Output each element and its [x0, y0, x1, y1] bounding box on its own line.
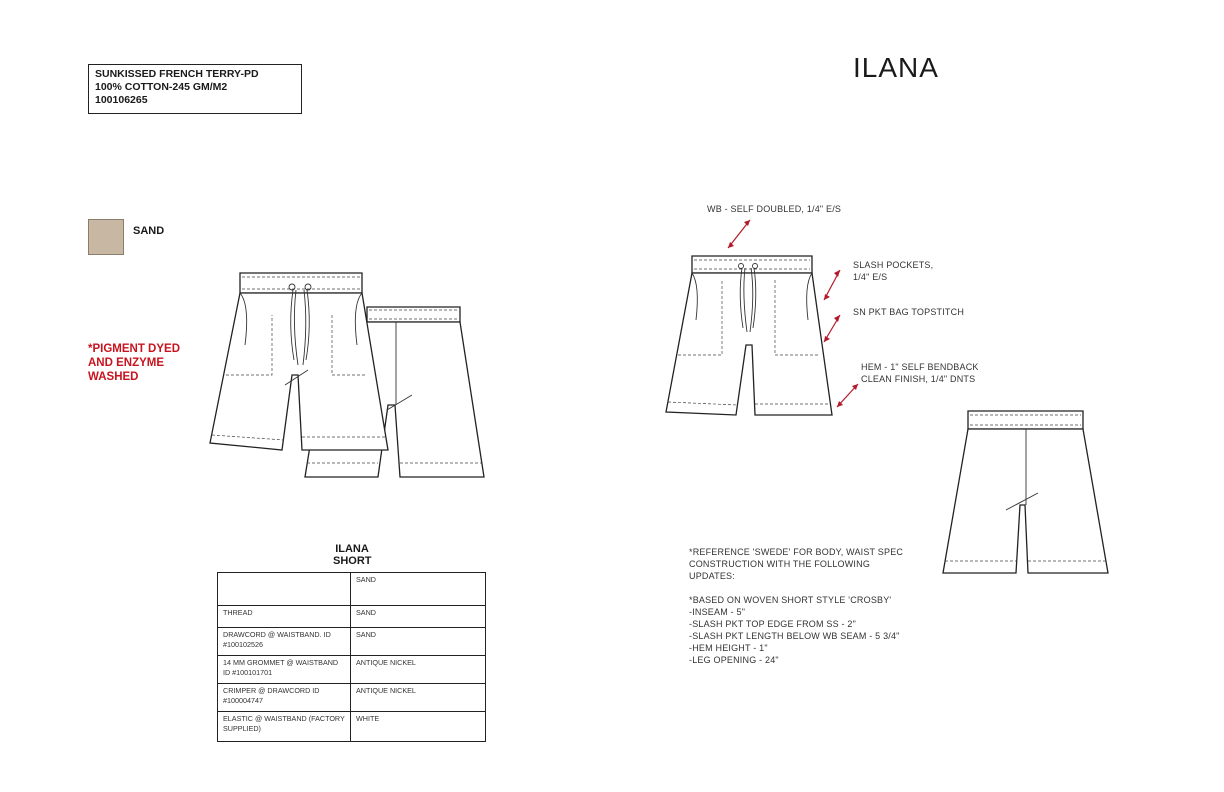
- bom-value: SAND: [351, 628, 486, 656]
- callout-line: SLASH POCKETS,: [853, 260, 934, 270]
- callout-waistband: WB - SELF DOUBLED, 1/4" E/S: [707, 204, 842, 214]
- bom-title: [333, 543, 371, 567]
- table-row: [218, 684, 486, 712]
- callout-line: HEM - 1" SELF BENDBACK: [861, 362, 979, 372]
- callout-arrows: [720, 210, 870, 415]
- bom-value: ANTIQUE NICKEL: [351, 656, 486, 684]
- table-row: [218, 628, 486, 656]
- bom-value: SAND: [351, 606, 486, 628]
- bom-item: CRIMPER @ DRAWCORD ID #100004747: [218, 684, 351, 712]
- front-view-sketch: [210, 273, 388, 450]
- arrow-icon: [824, 315, 840, 342]
- table-row: [218, 712, 486, 742]
- fabric-content: 100% COTTON-245 GM/M2: [95, 81, 228, 93]
- bom-item: DRAWCORD @ WAISTBAND. ID #100102526: [218, 628, 351, 656]
- callout-slash-pockets: [853, 259, 933, 283]
- note-line: *REFERENCE 'SWEDE' FOR BODY, WAIST SPEC: [689, 547, 904, 557]
- callout-line: CLEAN FINISH, 1/4" DNTS: [861, 374, 976, 384]
- note-line: [689, 582, 903, 594]
- bom-item: ELASTIC @ WAISTBAND (FACTORY SUPPLIED): [218, 712, 351, 742]
- note-line: UPDATES:: [689, 571, 735, 581]
- note-line: -SLASH PKT LENGTH BELOW WB SEAM - 5 3/4": [689, 631, 900, 641]
- arrow-icon: [824, 270, 840, 300]
- bom-title-style: ILANA: [335, 543, 369, 555]
- left-shorts-sketch: [200, 265, 495, 490]
- fabric-info-box: [88, 64, 302, 114]
- wash-note-line: WASHED: [88, 371, 139, 383]
- bom-title-type: SHORT: [333, 555, 372, 567]
- bom-item: 14 MM GROMMET @ WAISTBAND ID #100101701: [218, 656, 351, 684]
- note-line: -INSEAM - 5": [689, 607, 746, 617]
- note-line: CONSTRUCTION WITH THE FOLLOWING: [689, 559, 871, 569]
- bom-value: WHITE: [351, 712, 486, 742]
- swatch-label: SAND: [133, 225, 165, 237]
- arrow-icon: [728, 220, 750, 248]
- bom-table: [217, 572, 486, 742]
- wash-note-line: AND ENZYME: [88, 357, 165, 369]
- callout-pocket-bag: SN PKT BAG TOPSTITCH: [853, 307, 965, 317]
- arrow-icon: [837, 384, 858, 407]
- note-line: -HEM HEIGHT - 1": [689, 643, 768, 653]
- construction-notes: [689, 546, 903, 666]
- fabric-id: 100106265: [95, 94, 148, 106]
- note-line: -LEG OPENING - 24": [689, 655, 779, 665]
- bom-header-blank: [218, 573, 351, 606]
- callout-hem: [861, 361, 979, 385]
- table-row: [218, 656, 486, 684]
- table-row: [218, 606, 486, 628]
- wash-note-line: *PIGMENT DYED: [88, 343, 181, 355]
- fabric-name: SUNKISSED FRENCH TERRY-PD: [95, 68, 259, 80]
- note-line: *BASED ON WOVEN SHORT STYLE 'CROSBY': [689, 595, 892, 605]
- bom-header-colorway: SAND: [351, 573, 486, 606]
- bom-value: ANTIQUE NICKEL: [351, 684, 486, 712]
- note-line: -SLASH PKT TOP EDGE FROM SS - 2": [689, 619, 856, 629]
- wash-note: [88, 342, 180, 384]
- bom-item: THREAD: [218, 606, 351, 628]
- callout-line: 1/4" E/S: [853, 272, 888, 282]
- technical-back-sketch: [938, 405, 1118, 580]
- page-title: ILANA: [853, 52, 939, 83]
- bom-header-row: [218, 573, 486, 606]
- color-swatch: [88, 219, 124, 255]
